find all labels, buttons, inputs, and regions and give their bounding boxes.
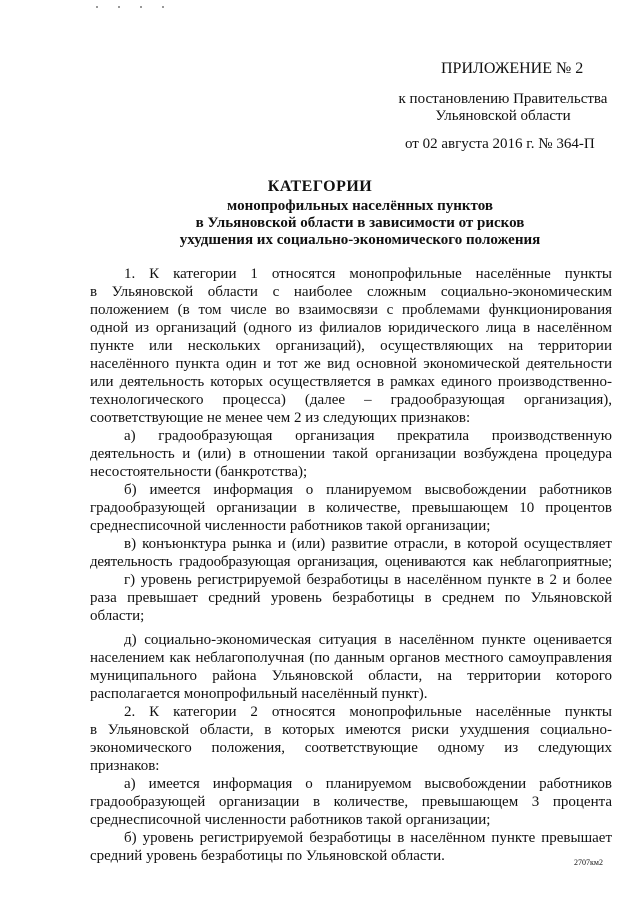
resolution-reference-line-1: к постановлению Правительства	[398, 91, 608, 107]
text-line: в Ульяновской области с наиболее сложным социально-экономическим	[90, 284, 612, 300]
scan-artifact-dots	[96, 6, 186, 12]
text-line: населённого пункта один и тот же вид основной экономической деятельности	[90, 356, 612, 372]
resolution-date-number: от 02 августа 2016 г. № 364-П	[405, 136, 595, 152]
text-line: г) уровень регистрируемой безработицы в населённом пункте в 2 и более	[124, 572, 612, 588]
text-line: населением как неблагополучная (по данным органов местного самоуправления	[90, 650, 612, 666]
text-line: соответствующие не менее чем 2 из следующих признаков:	[90, 410, 471, 426]
resolution-reference-line-2: Ульяновской области	[435, 108, 571, 124]
text-line: средний уровень безработицы по Ульяновской области.	[90, 848, 445, 864]
document-title: КАТЕГОРИИ	[267, 178, 373, 195]
document-code: 2707км2	[574, 858, 603, 867]
text-line: б) имеется информация о планируемом высвобождении работников	[124, 482, 612, 498]
text-line: положением (в том числе во взаимосвязи с проблемами функционирования	[90, 302, 612, 318]
text-line: среднесписочной численности работников такой организации;	[90, 518, 491, 534]
text-line: б) уровень регистрируемой безработицы в населённом пункте превышает	[124, 830, 612, 846]
text-line: деятельность и (или) в отношении такой организации возбуждена процедура	[90, 446, 612, 462]
text-line: экономического положения, соответствующие одному из следующих	[90, 740, 612, 756]
text-line: технологического процесса) (далее – градообразующая организация),	[90, 392, 612, 408]
text-line: раза превышает средний уровень безработицы в среднем по Ульяновской	[90, 590, 612, 606]
text-line: деятельность градообразующая организация, оцениваются как неблагоприятные;	[90, 554, 612, 570]
text-line: пункте или нескольких организаций), осуществляющих на территории	[90, 338, 612, 354]
text-line: в Ульяновской области, в которых имеются риски ухудшения социально-	[90, 722, 612, 738]
text-line: признаков:	[90, 758, 160, 774]
text-line: а) имеется информация о планируемом высвобождении работников	[124, 776, 612, 792]
text-line: 2. К категории 2 относятся монопрофильные населённые пункты	[124, 704, 612, 720]
text-line: среднесписочной численности работников такой организации;	[90, 812, 491, 828]
text-line: муниципального района Ульяновской области, на территории которого	[90, 668, 612, 684]
text-line: располагается монопрофильный населённый пункт).	[90, 686, 428, 702]
text-line: в) конъюнктура рынка и (или) развитие отрасли, в которой осуществляет	[124, 536, 612, 552]
text-line: а) градообразующая организация прекратила производственную	[124, 428, 612, 444]
text-line: области;	[90, 608, 145, 624]
document-subtitle-line-2: в Ульяновской области в зависимости от рисков	[195, 215, 525, 231]
text-line: д) социально-экономическая ситуация в населённом пункте оценивается	[124, 632, 612, 648]
document-subtitle-line-3: ухудшения их социально-экономического положения	[179, 232, 541, 248]
text-line: несостоятельности (банкротства);	[90, 464, 308, 480]
text-line: или деятельность которых осуществляется в рамках единого производственно-	[90, 374, 612, 390]
text-line: одной из организаций (одного из филиалов юридического лица в населённом	[90, 320, 612, 336]
document-subtitle-line-1: монопрофильных населённых пунктов	[227, 198, 493, 214]
text-line: градообразующей организации в количестве, превышающем 10 процентов	[90, 500, 612, 516]
appendix-label: ПРИЛОЖЕНИЕ № 2	[441, 60, 584, 77]
text-line: градообразующей организации в количестве, превышающем 3 процента	[90, 794, 612, 810]
text-line: 1. К категории 1 относятся монопрофильные населённые пункты	[124, 266, 612, 282]
